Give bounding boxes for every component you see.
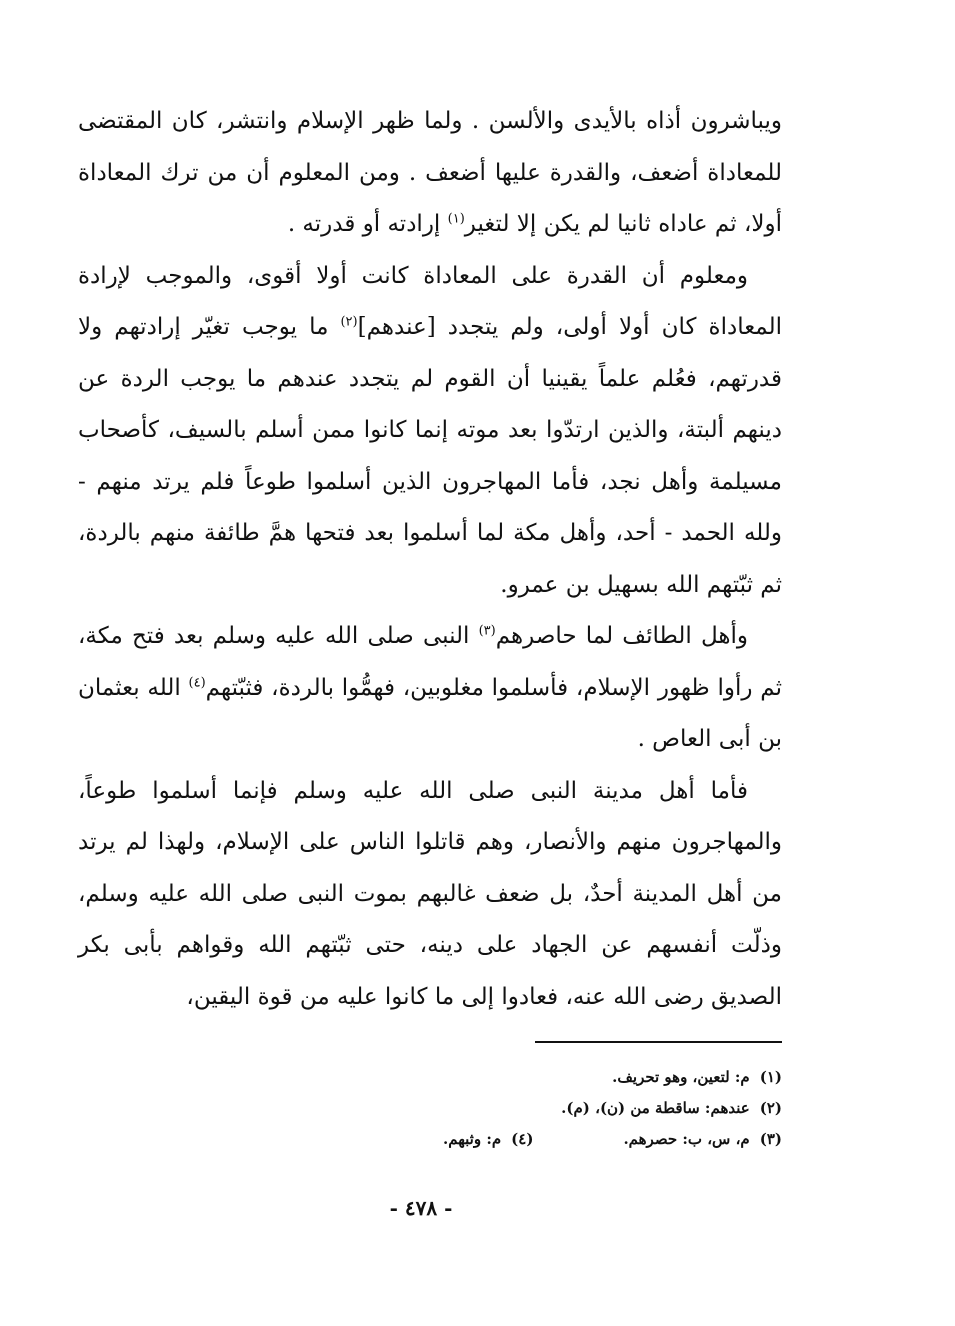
footnote-4: [443, 1124, 533, 1155]
footnote-number: (٢): [759, 1099, 782, 1117]
page-number: - ٤٧٨ -: [389, 1196, 453, 1220]
footnote-3: [623, 1124, 782, 1155]
footnote-ref-2: (٢): [340, 314, 358, 330]
paragraph-3-mid: النبى صلى الله عليه وسلم بعد فتح مكة، ثم رأوا ظهور الإسلام، فأسلموا مغلوبين، فهمُّوا بالردة، فثبّتهم: [78, 623, 782, 701]
main-text: [78, 96, 782, 1023]
footnote-1: [612, 1062, 782, 1093]
footnote-row-1: [78, 1062, 782, 1093]
paragraph-3: [78, 611, 782, 766]
footnote-ref-4: (٤): [188, 674, 206, 690]
footnote-divider: [535, 1041, 782, 1043]
paragraph-2: [78, 251, 782, 612]
footnote-ref-3: (٣): [478, 623, 496, 639]
footnote-number: (٣): [759, 1130, 782, 1148]
footnote-text: عندهم: ساقطة من (ن)، (م).: [561, 1099, 750, 1117]
footnote-text: م: لتعين، وهو تحريف.: [612, 1068, 750, 1086]
paragraph-4-text: فأما أهل مدينة النبى صلى الله عليه وسلم فإنما أسلموا طوعاً، والمهاجرون منهم والأنصار، وهم قاتلوا الناس على الإسلام، ولهذا لم يرتد من أهل المدينة أحدٌ، بل ضعف غالبهم بموت النبى صلى الله عليه وسلم، وذلّت أنفسهم عن الجهاد على دينه، حتى ثبّتهم الله وقواهم بأبى بكر الصديق رضى الله عنه، فعادوا إلى ما كانوا عليه من قوة اليقين،: [78, 777, 782, 1010]
paragraph-2-end: ما يوجب تغيّر إرادتهم ولا قدرتهم، فعُلم علماً يقينيا أن القوم لم يتجدد عندهم ما يوجب الردة عن دينهم ألبتة، والذين ارتدّوا بعد موته إنما كانوا ممن أسلم بالسيف، كأصحاب مسيلمة وأهل نجد، فأما المهاجرون الذين أسلموا طوعاً فلم يرتد منهم - ولله الحمد - أحد، وأهل مكة لما أسلموا بعد فتحها همَّ طائفة منهم بالردة، ثم ثبّتهم الله بسهيل بن عمرو.: [78, 314, 782, 598]
footnote-row-3: [78, 1124, 782, 1155]
footnotes: [78, 1062, 782, 1155]
paragraph-3-text: وأهل الطائف لما حاصرهم: [495, 623, 748, 649]
paragraph-3-end: الله بعثمان بن أبى العاص .: [78, 674, 782, 752]
paragraph-4: [78, 766, 782, 1024]
footnote-2: [561, 1093, 782, 1124]
footnote-number: (٤): [511, 1130, 534, 1148]
paragraph-1: [78, 96, 782, 251]
footnote-text: م، س، ب: حصرهم.: [623, 1130, 750, 1148]
paragraph-1-text: ويباشرون أذاه بالأيدى والألسن . ولما ظهر الإسلام وانتشر، كان المقتضى للمعاداة أضعف، والقدرة عليها أضعف . ومن المعلوم أن من ترك المعاداة أولا، ثم عاداه ثانيا لم يكن إلا لتغير: [78, 108, 782, 237]
footnote-ref-1: (١): [447, 211, 465, 227]
paragraph-1-end: إرادته أو قدرته .: [287, 211, 448, 237]
footnote-text: م: وثبهم.: [443, 1130, 502, 1148]
footnote-number: (١): [759, 1068, 782, 1086]
paragraph-2-text: ومعلوم أن القدرة على المعاداة كانت أولا أقوى، والموجب لإرادة المعاداة كان أولا أولى، ولم يتجدد [عندهم]: [78, 262, 783, 340]
footnote-row-2: [78, 1093, 782, 1124]
